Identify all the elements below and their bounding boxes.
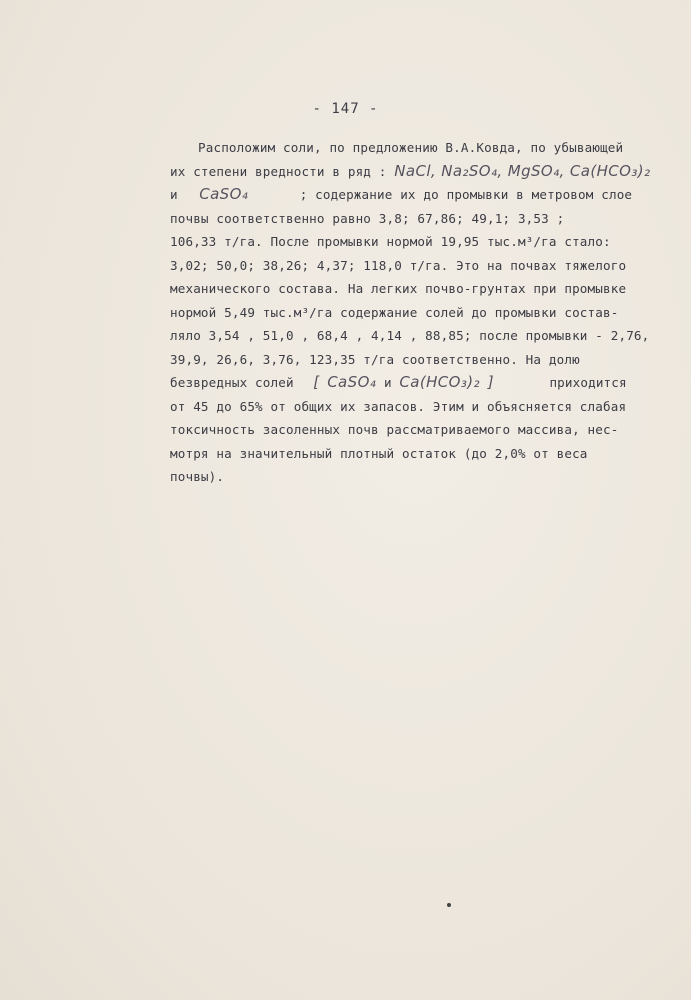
- text-line-8: нормой 5,49 тыс.м³/га содержание солей до промывки состав-: [170, 304, 619, 320]
- text-line-10: 39,9, 26,6, 3,76, 123,35 т/га соответственно. На долю: [170, 351, 580, 367]
- bracket-and: и: [383, 375, 392, 390]
- text-line-7: механического состава. На легких почво-грунтах при промывке: [170, 281, 627, 296]
- text-line-1: [170, 136, 670, 160]
- text-line-15: почвы).: [170, 469, 225, 484]
- line-text: Расположим соли, по предложению В.А.Ковда, по убывающей: [198, 140, 624, 155]
- text-line-4: почвы соответственно равно 3,8; 67,86; 49,1; 3,53 ;: [170, 210, 565, 226]
- line-text: и: [170, 187, 178, 202]
- handwritten-caso4: CaSO₄: [199, 185, 249, 203]
- text-line-13: токсичность засоленных почв рассматриваемого массива, нес-: [170, 422, 619, 437]
- line-text: ; содержание их до промывки в метровом слое: [299, 187, 633, 202]
- handwritten-bracket-close: ]: [487, 373, 494, 391]
- text-line-9: ляло 3,54 , 51,0 , 68,4 , 4,14 , 88,85; после промывки - 2,76,: [170, 328, 650, 343]
- text-line-14: мотря на значительный плотный остаток (до 2,0% от веса: [170, 445, 588, 461]
- line-text: их степени вредности в ряд :: [170, 163, 387, 179]
- line-text: приходится: [549, 375, 627, 390]
- text-line-3: [170, 183, 670, 207]
- handwritten-bracket-ca: Ca(HCO₃)₂: [399, 373, 480, 391]
- body-text: [170, 136, 670, 489]
- handwritten-bracket-open: [: [313, 373, 320, 391]
- text-line-5: 106,33 т/га. После промывки нормой 19,95 тыс.м³/га стало:: [170, 234, 611, 249]
- text-line-2: [170, 160, 670, 184]
- ink-dot: [447, 903, 451, 907]
- text-line-11: [170, 371, 670, 395]
- line-text: безвредных солей: [170, 375, 294, 390]
- handwritten-salts: NaCl, Na₂SO₄, MgSO₄, Ca(HCO₃)₂: [394, 161, 651, 180]
- text-line-6: 3,02; 50,0; 38,26; 4,37; 118,0 т/га. Это на почвах тяжелого: [170, 257, 627, 273]
- page-number: - 147 -: [312, 101, 379, 117]
- text-line-12: от 45 до 65% от общих их запасов. Этим и объясняется слабая: [170, 398, 627, 414]
- handwritten-bracket-caso4: CaSO₄: [327, 373, 377, 391]
